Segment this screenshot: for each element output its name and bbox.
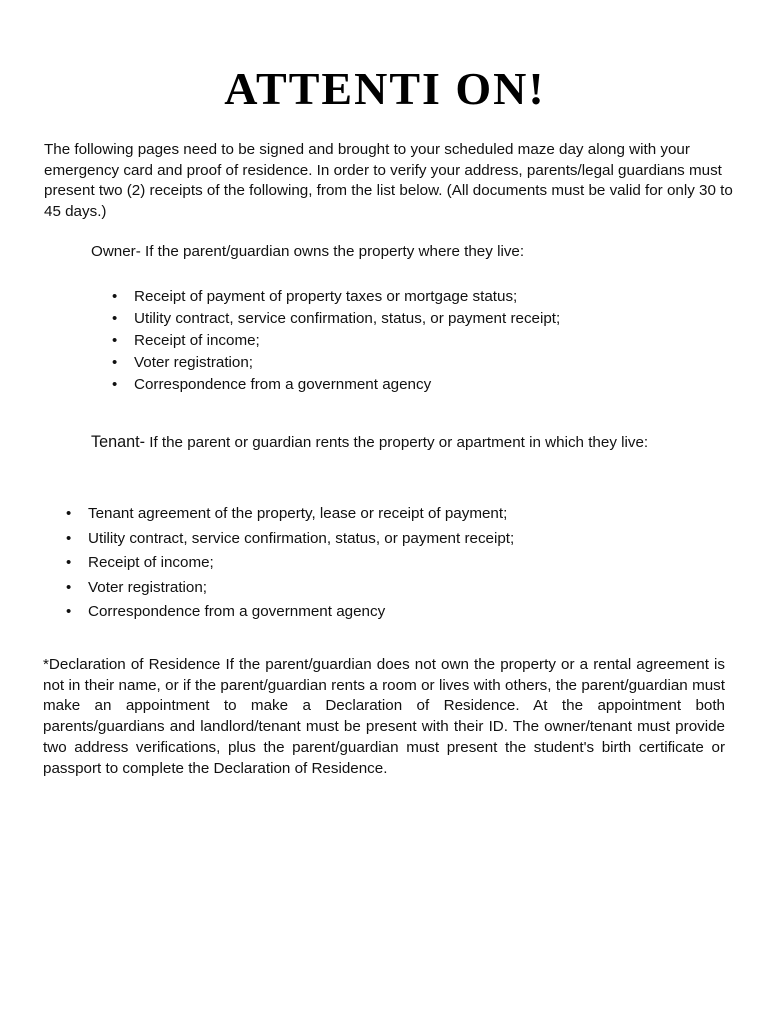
bullet-icon: • bbox=[112, 288, 118, 305]
bullet-icon: • bbox=[112, 332, 118, 349]
list-item-text: Receipt of income; bbox=[88, 554, 214, 571]
bullet-icon: • bbox=[66, 578, 72, 596]
bullet-icon: • bbox=[112, 376, 118, 393]
bullet-icon: • bbox=[66, 529, 72, 547]
list-item-text: Voter registration; bbox=[88, 578, 208, 596]
list-item-text: Correspondence from a government agency bbox=[134, 376, 432, 393]
owner-requirements-list bbox=[112, 286, 712, 396]
list-item bbox=[112, 374, 712, 396]
bullet-icon: • bbox=[66, 505, 72, 522]
owner-heading: Owner- If the parent/guardian owns the property where they live: bbox=[91, 243, 525, 260]
bullet-icon: • bbox=[112, 354, 118, 371]
tenant-heading bbox=[91, 430, 721, 455]
bullet-icon: • bbox=[66, 554, 72, 571]
list-item bbox=[66, 527, 706, 552]
list-item bbox=[112, 286, 712, 308]
intro-paragraph: The following pages need to be signed and brought to your scheduled maze day along with your emergency card and proof of residence. In order to verify your address, parents/legal guardians must present two (2) receipts of the following, from the list below. (All documents must be valid for only 30 to 45 days.) bbox=[44, 141, 733, 220]
list-item bbox=[112, 330, 712, 352]
list-item bbox=[66, 502, 706, 527]
list-item-text: Receipt of income; bbox=[134, 332, 260, 349]
bullet-icon: • bbox=[66, 603, 72, 620]
tenant-requirements-list bbox=[66, 502, 706, 625]
bullet-icon: • bbox=[112, 310, 118, 327]
list-item-text: Correspondence from a government agency bbox=[88, 603, 386, 620]
list-item-text: Utility contract, service confirmation, status, or payment receipt; bbox=[88, 529, 515, 547]
list-item-text: Receipt of payment of property taxes or mortgage status; bbox=[134, 288, 518, 305]
declaration-paragraph: *Declaration of Residence If the parent/guardian does not own the property or a rental agreement is not in their name, or if the parent/guardian rents a room or lives with others, the parent/guardian must make an appointment to make a Declaration of Residence. At the appointment both parents/guardians and landlord/tenant must be present with their ID. The owner/tenant must provide two address verifications, plus the parent/guardian must present the student's birth certificate or passport to complete the Declaration of Residence. bbox=[43, 656, 725, 777]
tenant-lead: Tenant- bbox=[91, 433, 145, 451]
list-item-text: Voter registration; bbox=[134, 354, 254, 371]
list-item-text: Utility contract, service confirmation, status, or payment receipt; bbox=[134, 310, 561, 327]
list-item bbox=[66, 600, 706, 625]
list-item bbox=[112, 352, 712, 374]
page-title: ATTENTI ON! bbox=[224, 63, 546, 114]
list-item bbox=[112, 308, 712, 330]
list-item-text: Tenant agreement of the property, lease or receipt of payment; bbox=[88, 505, 508, 522]
list-item bbox=[66, 576, 706, 601]
tenant-heading-text: If the parent or guardian rents the property or apartment in which they live: bbox=[145, 434, 649, 451]
list-item bbox=[66, 551, 706, 576]
